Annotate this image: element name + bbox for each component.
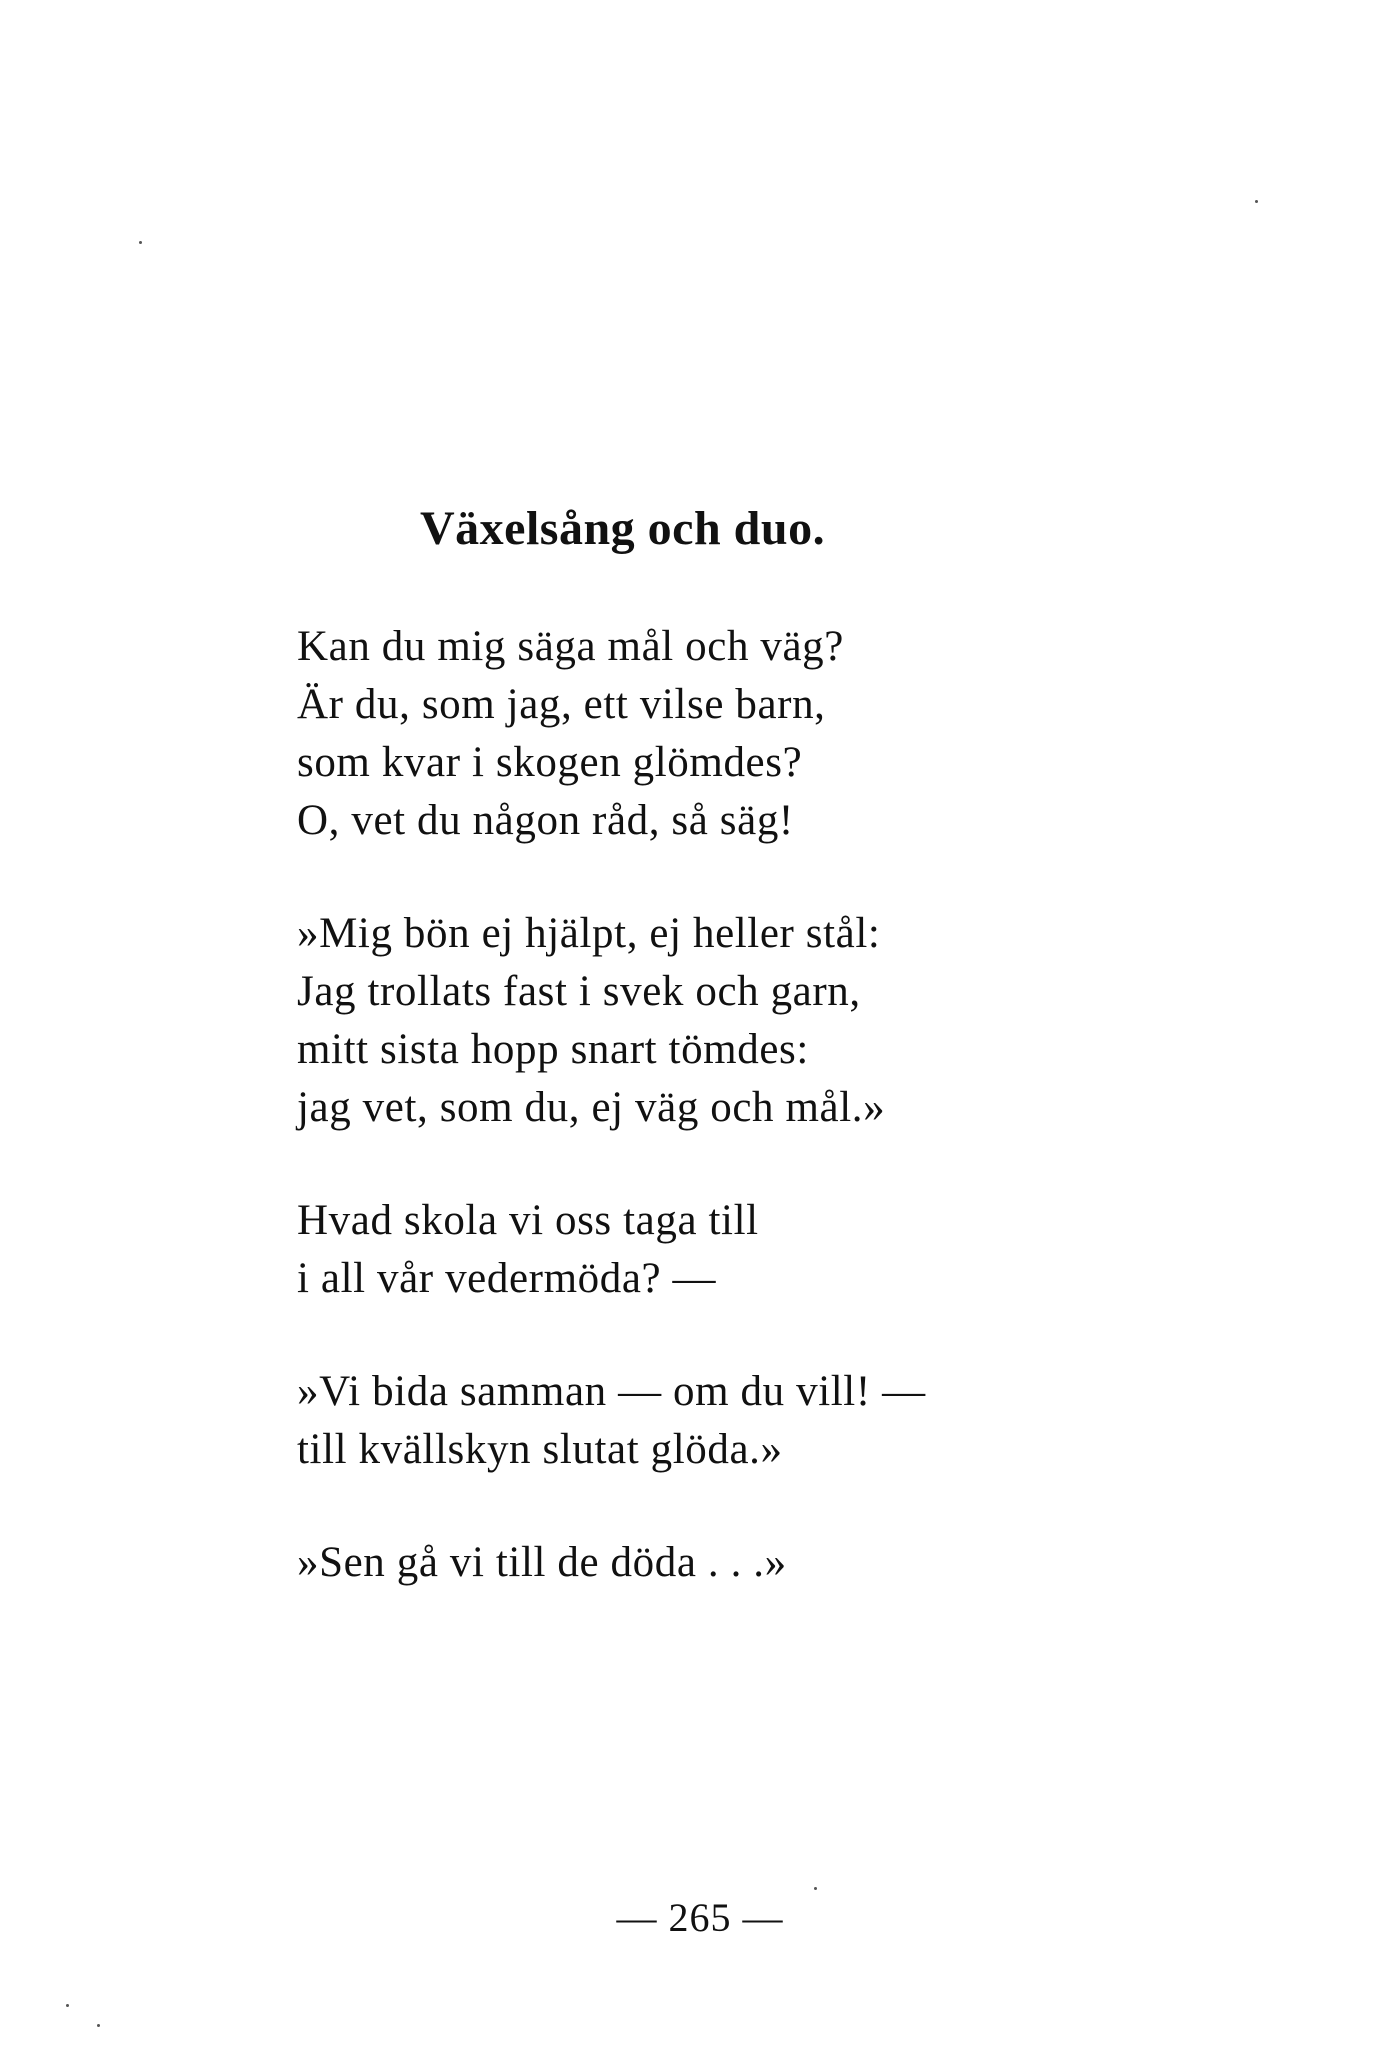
- poem-line: jag vet, som du, ej väg och mål.»: [297, 1084, 886, 1131]
- poem-line: till kvällskyn slutat glöda.»: [297, 1426, 783, 1473]
- poem-line: Hvad skola vi oss taga till: [297, 1197, 759, 1244]
- poem-line: O, vet du någon råd, så säg!: [297, 797, 794, 844]
- poem-line: mitt sista hopp snart tömdes:: [297, 1026, 809, 1073]
- print-speck: [814, 1887, 817, 1890]
- poem-line: Jag trollats fast i svek och garn,: [297, 968, 861, 1015]
- poem-title: Växelsång och duo.: [420, 502, 826, 555]
- poem-line: »Vi bida samman — om du vill! —: [297, 1368, 926, 1415]
- page-number: — 265 —: [616, 1895, 784, 1940]
- poem-body: [297, 618, 1057, 1647]
- stanza: [297, 1192, 1057, 1308]
- print-speck: [66, 2004, 69, 2007]
- stanza: [297, 1534, 1057, 1592]
- poem-line: Är du, som jag, ett vilse barn,: [297, 681, 826, 728]
- poem-line: »Sen gå vi till de döda . . .»: [297, 1539, 787, 1586]
- poem-line: »Mig bön ej hjälpt, ej heller stål:: [297, 910, 881, 957]
- print-speck: [1255, 200, 1258, 203]
- stanza: [297, 1363, 1057, 1479]
- stanza: [297, 905, 1057, 1137]
- print-speck: [139, 241, 142, 244]
- poem-line: i all vår vedermöda? —: [297, 1255, 717, 1302]
- stanza: [297, 618, 1057, 850]
- poem-line: Kan du mig säga mål och väg?: [297, 623, 844, 670]
- poem-line: som kvar i skogen glömdes?: [297, 739, 803, 786]
- print-speck: [97, 2024, 100, 2027]
